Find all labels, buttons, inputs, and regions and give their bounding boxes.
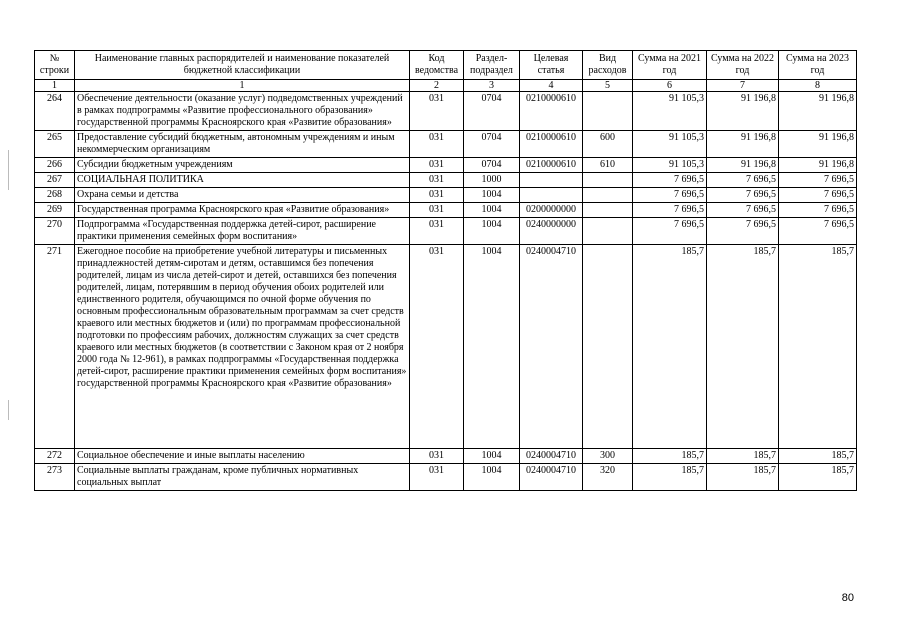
row-number-cell: 267 — [35, 173, 75, 188]
budget-table — [34, 50, 857, 491]
scan-margin-mark — [8, 400, 9, 420]
target-cell: 0240004710 — [520, 245, 583, 449]
row-name-cell: Ежегодное пособие на приобретение учебной литературы и письменных принадлежностей детям-сиротам и детям, оставшимся без попечения родителей, лицам из числа детей-сирот и детей, оставшихся без попечения родителей, лицам, потерявшим в период обучения обоих родителей или единственного родителя, обучающимся по очной форме обучения по основным профессиональным образовательным программам за счет средств краевого или местных бюджетов и (или) по программам профессиональной подготовки по профессиям рабочих, должностям служащих за счет средств краевого или местных бюджетов (в соответствии с Законом края от 2 ноября 2000 года № 12-961), в рамках подпрограммы «Государственная поддержка детей-сирот, расширение практики применения семейных форм воспитания» государственной программы Красноярского края «Развитие образования» — [75, 245, 410, 449]
target-cell: 0210000610 — [520, 131, 583, 158]
row-number-cell: 269 — [35, 203, 75, 218]
row-name-cell: Государственная программа Красноярского края «Развитие образования» — [75, 203, 410, 218]
sum-2021-cell: 185,7 — [633, 245, 707, 449]
sum-2022-cell: 7 696,5 — [707, 218, 779, 245]
expense-type-cell — [583, 245, 633, 449]
target-cell: 0240004710 — [520, 449, 583, 464]
sum-2021-cell: 91 105,3 — [633, 92, 707, 131]
dept-code-cell: 031 — [410, 245, 464, 449]
dept-code-cell: 031 — [410, 464, 464, 491]
sum-2022-cell: 91 196,8 — [707, 158, 779, 173]
section-cell: 1004 — [464, 188, 520, 203]
row-name-cell: Охрана семьи и детства — [75, 188, 410, 203]
scan-margin-mark — [8, 150, 9, 190]
column-number: 4 — [520, 80, 583, 92]
expense-type-cell — [583, 173, 633, 188]
column-number: 6 — [633, 80, 707, 92]
column-number: 7 — [707, 80, 779, 92]
column-number: 5 — [583, 80, 633, 92]
sum-2022-cell: 7 696,5 — [707, 173, 779, 188]
sum-2022-cell: 91 196,8 — [707, 92, 779, 131]
table-body — [35, 92, 857, 491]
header-sum-2023: Сумма на 2023 год — [779, 51, 857, 80]
sum-2022-cell: 7 696,5 — [707, 203, 779, 218]
row-number-cell: 268 — [35, 188, 75, 203]
sum-2023-cell: 91 196,8 — [779, 131, 857, 158]
target-cell — [520, 173, 583, 188]
row-number-cell: 272 — [35, 449, 75, 464]
sum-2022-cell: 185,7 — [707, 449, 779, 464]
sum-2021-cell: 7 696,5 — [633, 203, 707, 218]
row-name-cell: Обеспечение деятельности (оказание услуг) подведомственных учреждений в рамках подпрограммы «Развитие профессионального образования» государственной программы Красноярского края «Развитие образования» — [75, 92, 410, 131]
column-number-row — [35, 80, 857, 92]
sum-2021-cell: 185,7 — [633, 449, 707, 464]
header-section: Раздел-подраздел — [464, 51, 520, 80]
column-number: 2 — [410, 80, 464, 92]
sum-2022-cell: 185,7 — [707, 464, 779, 491]
header-row — [35, 51, 857, 80]
dept-code-cell: 031 — [410, 158, 464, 173]
sum-2021-cell: 7 696,5 — [633, 173, 707, 188]
sum-2023-cell: 91 196,8 — [779, 92, 857, 131]
column-number: 1 — [35, 80, 75, 92]
dept-code-cell: 031 — [410, 188, 464, 203]
target-cell: 0240004710 — [520, 464, 583, 491]
sum-2023-cell: 185,7 — [779, 245, 857, 449]
column-number: 3 — [464, 80, 520, 92]
table-row — [35, 158, 857, 173]
row-number-cell: 265 — [35, 131, 75, 158]
target-cell: 0240000000 — [520, 218, 583, 245]
expense-type-cell: 600 — [583, 131, 633, 158]
expense-type-cell — [583, 203, 633, 218]
row-name-cell: СОЦИАЛЬНАЯ ПОЛИТИКА — [75, 173, 410, 188]
expense-type-cell — [583, 218, 633, 245]
sum-2022-cell: 7 696,5 — [707, 188, 779, 203]
sum-2023-cell: 7 696,5 — [779, 203, 857, 218]
expense-type-cell — [583, 92, 633, 131]
row-number-cell: 273 — [35, 464, 75, 491]
sum-2023-cell: 7 696,5 — [779, 218, 857, 245]
target-cell: 0210000610 — [520, 92, 583, 131]
section-cell: 1004 — [464, 203, 520, 218]
section-cell: 1004 — [464, 245, 520, 449]
sum-2021-cell: 91 105,3 — [633, 158, 707, 173]
dept-code-cell: 031 — [410, 218, 464, 245]
expense-type-cell: 320 — [583, 464, 633, 491]
table-row — [35, 464, 857, 491]
row-number-cell: 270 — [35, 218, 75, 245]
header-sum-2022: Сумма на 2022 год — [707, 51, 779, 80]
sum-2021-cell: 7 696,5 — [633, 188, 707, 203]
table-row — [35, 449, 857, 464]
dept-code-cell: 031 — [410, 131, 464, 158]
sum-2021-cell: 91 105,3 — [633, 131, 707, 158]
sum-2021-cell: 7 696,5 — [633, 218, 707, 245]
table-row — [35, 188, 857, 203]
sum-2023-cell: 91 196,8 — [779, 158, 857, 173]
sum-2023-cell: 185,7 — [779, 464, 857, 491]
table-row — [35, 218, 857, 245]
section-cell: 1004 — [464, 464, 520, 491]
header-dept-code: Код ведомства — [410, 51, 464, 80]
section-cell: 1004 — [464, 449, 520, 464]
row-number-cell: 266 — [35, 158, 75, 173]
sum-2023-cell: 7 696,5 — [779, 188, 857, 203]
section-cell: 0704 — [464, 158, 520, 173]
page-number: 80 — [841, 592, 854, 604]
section-cell: 0704 — [464, 92, 520, 131]
row-name-cell: Субсидии бюджетным учреждениям — [75, 158, 410, 173]
header-sum-2021: Сумма на 2021 год — [633, 51, 707, 80]
header-expense-type: Вид расходов — [583, 51, 633, 80]
row-name-cell: Социальные выплаты гражданам, кроме публичных нормативных социальных выплат — [75, 464, 410, 491]
sum-2022-cell: 91 196,8 — [707, 131, 779, 158]
dept-code-cell: 031 — [410, 203, 464, 218]
row-name-cell: Предоставление субсидий бюджетным, автономным учреждениям и иным некоммерческим организациям — [75, 131, 410, 158]
target-cell: 0210000610 — [520, 158, 583, 173]
dept-code-cell: 031 — [410, 173, 464, 188]
table-row — [35, 92, 857, 131]
sum-2021-cell: 185,7 — [633, 464, 707, 491]
header-target: Целевая статья — [520, 51, 583, 80]
dept-code-cell: 031 — [410, 449, 464, 464]
table-row — [35, 173, 857, 188]
header-row-num: № строки — [35, 51, 75, 80]
column-number: 1 — [75, 80, 410, 92]
table-row — [35, 245, 857, 449]
sum-2023-cell: 185,7 — [779, 449, 857, 464]
expense-type-cell: 610 — [583, 158, 633, 173]
dept-code-cell: 031 — [410, 92, 464, 131]
table-row — [35, 131, 857, 158]
sum-2023-cell: 7 696,5 — [779, 173, 857, 188]
header-name: Наименование главных распорядителей и наименование показателей бюджетной классификации — [75, 51, 410, 80]
row-number-cell: 264 — [35, 92, 75, 131]
row-name-cell: Подпрограмма «Государственная поддержка детей-сирот, расширение практики применения семейных форм воспитания» — [75, 218, 410, 245]
row-number-cell: 271 — [35, 245, 75, 449]
sum-2022-cell: 185,7 — [707, 245, 779, 449]
table-row — [35, 203, 857, 218]
target-cell: 0200000000 — [520, 203, 583, 218]
row-name-cell: Социальное обеспечение и иные выплаты населению — [75, 449, 410, 464]
section-cell: 1000 — [464, 173, 520, 188]
column-number: 8 — [779, 80, 857, 92]
expense-type-cell — [583, 188, 633, 203]
section-cell: 1004 — [464, 218, 520, 245]
section-cell: 0704 — [464, 131, 520, 158]
target-cell — [520, 188, 583, 203]
expense-type-cell: 300 — [583, 449, 633, 464]
